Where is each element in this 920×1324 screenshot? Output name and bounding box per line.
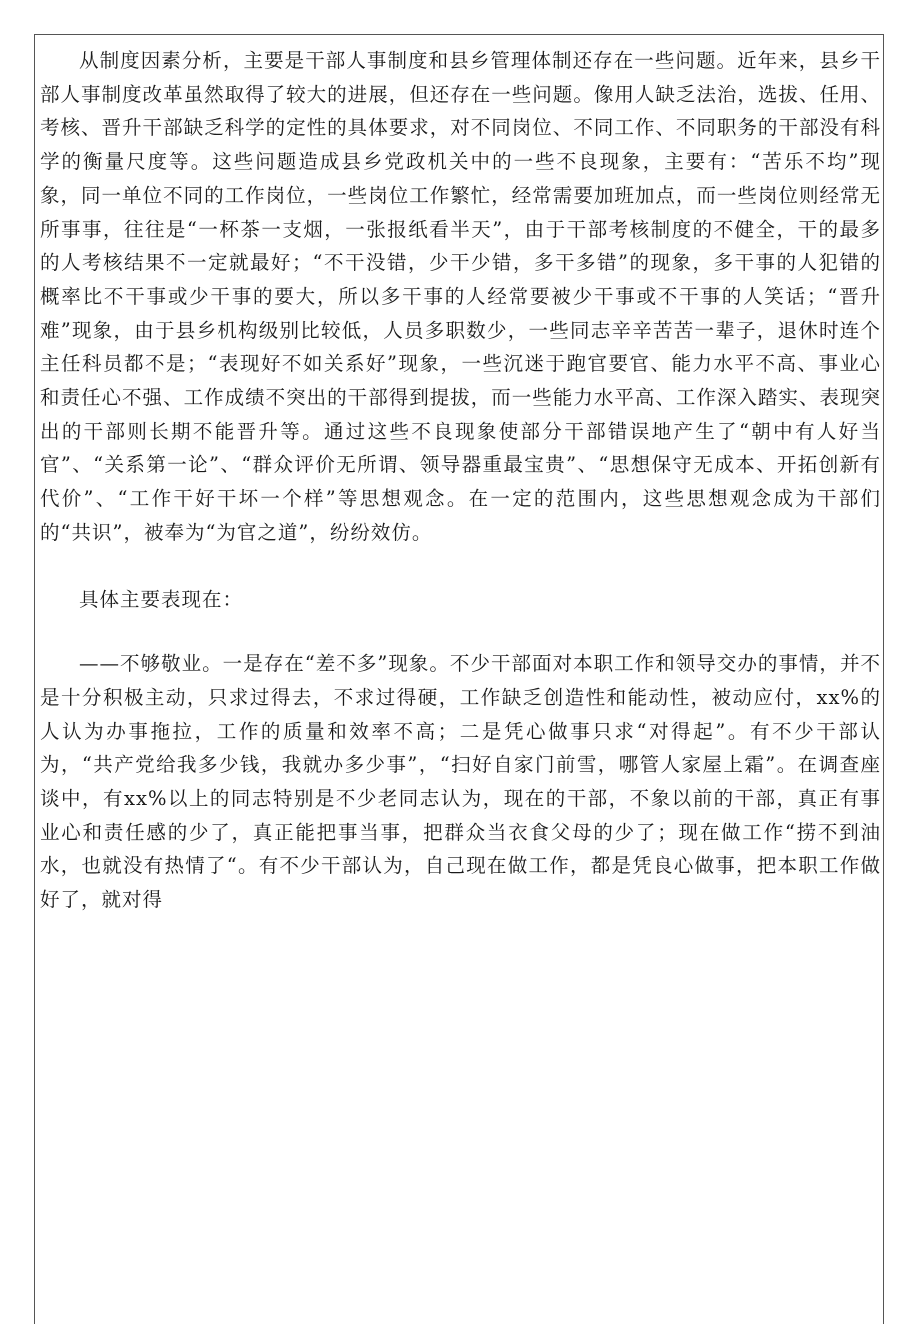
document-body xyxy=(40,44,881,917)
paragraph-institutional-factors: 从制度因素分析，主要是干部人事制度和县乡管理体制还存在一些问题。近年来，县乡干部人事制度改革虽然取得了较大的进展，但还存在一些问题。像用人缺乏法治，选拔、任用、考核、晋升干部缺乏科学的定性的具体要求，对不同岗位、不同工作、不同职务的干部没有科学的衡量尺度等。这些问题造成县乡党政机关中的一些不良现象，主要有：“苦乐不均”现象，同一单位不同的工作岗位，一些岗位工作繁忙，经常需要加班加点，而一些岗位则经常无所事事，往往是“一杯茶一支烟，一张报纸看半天”，由于干部考核制度的不健全，干的最多的人考核结果不一定就最好；“不干没错，少干少错，多干多错”的现象，多干事的人犯错的概率比不干事或少干事的要大，所以多干事的人经常要被少干事或不干事的人笑话；“晋升难”现象，由于县乡机构级别比较低，人员多职数少，一些同志辛辛苦苦一辈子，退休时连个主任科员都不是；“表现好不如关系好”现象，一些沉迷于跑官要官、能力水平不高、事业心和责任心不强、工作成绩不突出的干部得到提拔，而一些能力水平高、工作深入踏实、表现突出的干部则长期不能晋升等。通过这些不良现象使部分干部错误地产生了“朝中有人好当官”、“关系第一论”、“群众评价无所谓、领导器重最宝贵”、“思想保守无成本、开拓创新有代价”、“工作干好干坏一个样”等思想观念。在一定的范围内，这些思想观念成为干部们的“共识”，被奉为“为官之道”，纷纷效仿。 xyxy=(40,49,881,544)
paragraph-main-manifestations: 具体主要表现在： xyxy=(79,587,244,611)
paragraph-lack-of-dedication: ——不够敬业。一是存在“差不多”现象。不少干部面对本职工作和领导交办的事情，并不是十分积极主动，只求过得去，不求过得硬，工作缺乏创造性和能动性，被动应付，xx%的人认为办事拖拉，工作的质量和效率不高；二是凭心做事只求“对得起”。有不少干部认为，“共产党给我多少钱，我就办多少事”，“扫好自家门前雪，哪管人家屋上霜”。在调查座谈中，有xx%以上的同志特别是不少老同志认为，现在的干部，不象以前的干部，真正有事业心和责任感的少了，真正能把事当事，把群众当衣食父母的少了；现在做工作“捞不到油水，也就没有热情了“。有不少干部认为，自己现在做工作，都是凭良心做事，把本职工作做好了，就对得 xyxy=(40,652,881,912)
